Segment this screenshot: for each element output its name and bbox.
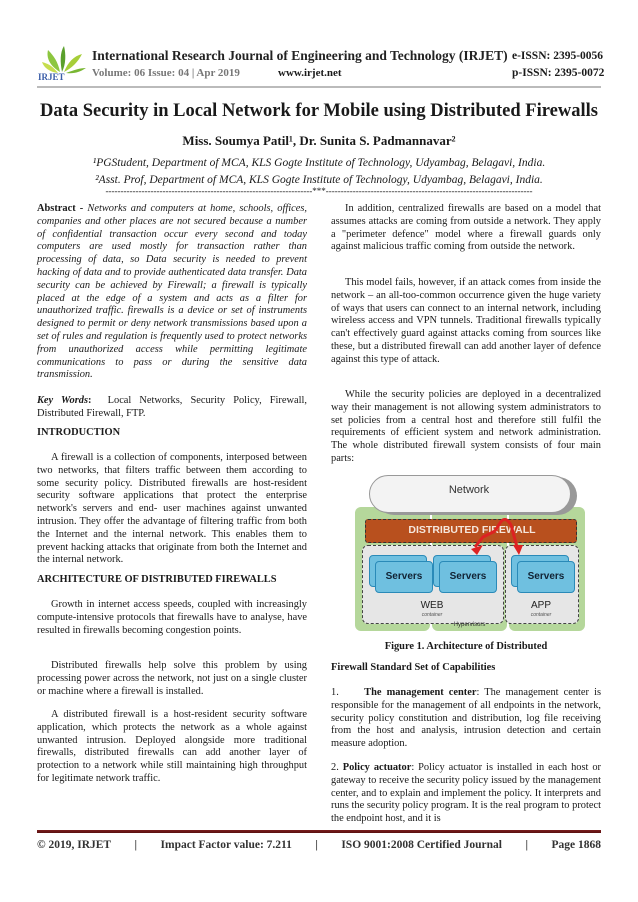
footer-separator: | [315, 839, 318, 851]
capabilities-heading: Firewall Standard Set of Capabilities [331, 662, 496, 673]
right-paragraph-3: While the security policies are deployed in a decentralized way their management is not allowing system administrators to set policies from a central host and therefore still fulfil the requirements of efficient system and network administration. The whole distributed firewall system consists of four main parts: [331, 389, 601, 464]
item-1-text: : The management center is responsible for the management of all endpoints in the network, security policy constitution and distribution, log file receiving from the host and analysis, intrusion detection and certain measure adoption. [331, 687, 602, 750]
architecture-paragraph-2: Distributed firewalls help solve this problem by using processing power across the network, not just on a single cluster or machine where a firewall is installed. [37, 660, 307, 697]
paper-title: Data Security in Local Network for Mobile using Distributed Firewalls [40, 101, 598, 121]
abstract-text: Networks and computers at home, schools, offices, companies and other places are not secured because a number of confidential transaction occur every second and today computers are used mostly for transaction rather than processing of data, so Data security is needed to prevent hacking of data and to provide authenticated data transfer. Data security can be achieved by Firewall; a firewall is typically placed at the edge of a system and acts as a filter for unauthorized traffic. firewalls is a device or set of instruments designed to permit or deny network transmissions based upon a set of rules and regulation is frequently used to protect networks from unauthorized access while permitting legitimate communications to pass or during the sensitive data transmission. [37, 203, 308, 381]
architecture-paragraph-3: A distributed firewall is a host-resident security software application, which protects the network as a whole against unwanted intrusion. Deployed alongside more traditional firewalls, distributed firewalls can add another layer of protection to a network while still maintaining high throughput for legitimate network traffic. [37, 709, 307, 784]
header-rule [37, 86, 601, 88]
footer-copyright: © 2019, IRJET [37, 839, 112, 851]
keywords-colon: : [88, 395, 92, 406]
authors: Miss. Soumya Patil¹, Dr. Sunita S. Padmannavar² [182, 133, 456, 148]
item-2-number: 2. [331, 762, 339, 773]
keywords [37, 395, 310, 421]
affiliation-1: ¹PGStudent, Department of MCA, KLS Gogte Institute of Technology, Udyambag, Belagavi, India. [92, 157, 546, 169]
item-2-label: Policy actuator [342, 762, 412, 773]
separator: ---------------------------------------------------------------------***--------------------------------------------------------------------- [105, 186, 533, 196]
footer [37, 839, 601, 851]
journal-name: International Research Journal of Engineering and Technology (IRJET) [92, 48, 508, 63]
architecture-heading: ARCHITECTURE OF DISTRIBUTED FIREWALLS [37, 574, 277, 585]
item-1-number: 1. [331, 687, 339, 698]
journal-url[interactable]: www.irjet.net [278, 67, 342, 79]
intro-paragraph: A firewall is a collection of components, interposed between two networks, that filters traffic between them according to some security policy. Distributed firewalls are host-resident security software applications that protect the enterprise network's servers and end- user machines against unwanted intrusion. They offer the advantage of filtering traffic from both the Internet and the internal network. This enables them to prevent hacking attacks that originate from both the Internet and the internal network. [37, 452, 307, 566]
footer-iso: ISO 9001:2008 Certified Journal [341, 839, 503, 851]
e-issn: e-ISSN: 2395-0056 [512, 50, 604, 62]
keywords-text: Local Networks, Security Policy, Firewall, Distributed Firewall, FTP. [37, 395, 310, 419]
servers-app: Servers [517, 561, 575, 593]
item-2-text: : Policy actuator is installed in each host or gateway to receive the security policy issued by the management center, and to explain and implement the policy. It interprets and runs the security policy program. It is the real program to protect the endpoint host, and it is [331, 762, 601, 825]
abstract-label: Abstract - [37, 203, 88, 214]
item-1-label: The management center [364, 687, 477, 698]
footer-impact-factor: Impact Factor value: 7.211 [160, 839, 292, 851]
affiliation-2: ²Asst. Prof, Department of MCA, KLS Gogte Institute of Technology, Udyambag, Belagavi, India. [95, 174, 543, 186]
hypervisors-label: Hypervisors [453, 622, 486, 628]
logo-text: IRJET [38, 72, 65, 82]
app-container-sub: container [530, 612, 552, 618]
network-cloud-label: Network [448, 484, 490, 496]
keywords-label: Key Words [37, 395, 88, 406]
capability-item-1 [331, 687, 601, 751]
footer-separator: | [134, 839, 138, 851]
intro-heading: INTRODUCTION [37, 427, 121, 438]
app-container-label: APP [530, 600, 551, 611]
web-container-sub: container [421, 612, 443, 618]
web-container-label: WEB [420, 600, 444, 611]
servers-web-2: Servers [439, 561, 497, 593]
firewall-label: DISTRIBUTED FIREWALL [408, 524, 536, 536]
footer-separator: | [525, 839, 528, 851]
figure-caption: Figure 1. Architecture of Distributed [384, 641, 548, 652]
footer-rule [37, 830, 601, 833]
capability-item-2 [331, 762, 601, 826]
irjet-logo [38, 44, 88, 84]
footer-page-number: Page 1868 [551, 839, 601, 851]
p-issn: p-ISSN: 2395-0072 [512, 67, 605, 79]
abstract [37, 203, 307, 382]
right-paragraph-2: This model fails, however, if an attack comes from inside the network – an all-too-common occurrence given the huge variety of ways that users can connect to an internal network, including wireless access and VPN tunnels. Traditional firewalls typically can't effectively guard against attacks coming from sources like these, but a distributed firewall can add another layer of defence against this type of attack. [331, 277, 601, 365]
right-paragraph-1: In addition, centralized firewalls are based on a model that assumes attacks are coming from outside a network. They apply a "perimeter defence" model where a firewall guards only against malicious traffic coming from outside the network. [331, 203, 601, 253]
architecture-figure [355, 475, 585, 631]
architecture-paragraph-1: Growth in internet access speeds, coupled with increasingly compute-intensive protocols that firewalls have to analyse, have resulted in firewalls becoming congestion points. [37, 599, 307, 636]
volume-issue: Volume: 06 Issue: 04 | Apr 2019 [92, 67, 240, 79]
servers-web-1: Servers [375, 561, 433, 593]
red-arrows-icon [355, 475, 585, 631]
